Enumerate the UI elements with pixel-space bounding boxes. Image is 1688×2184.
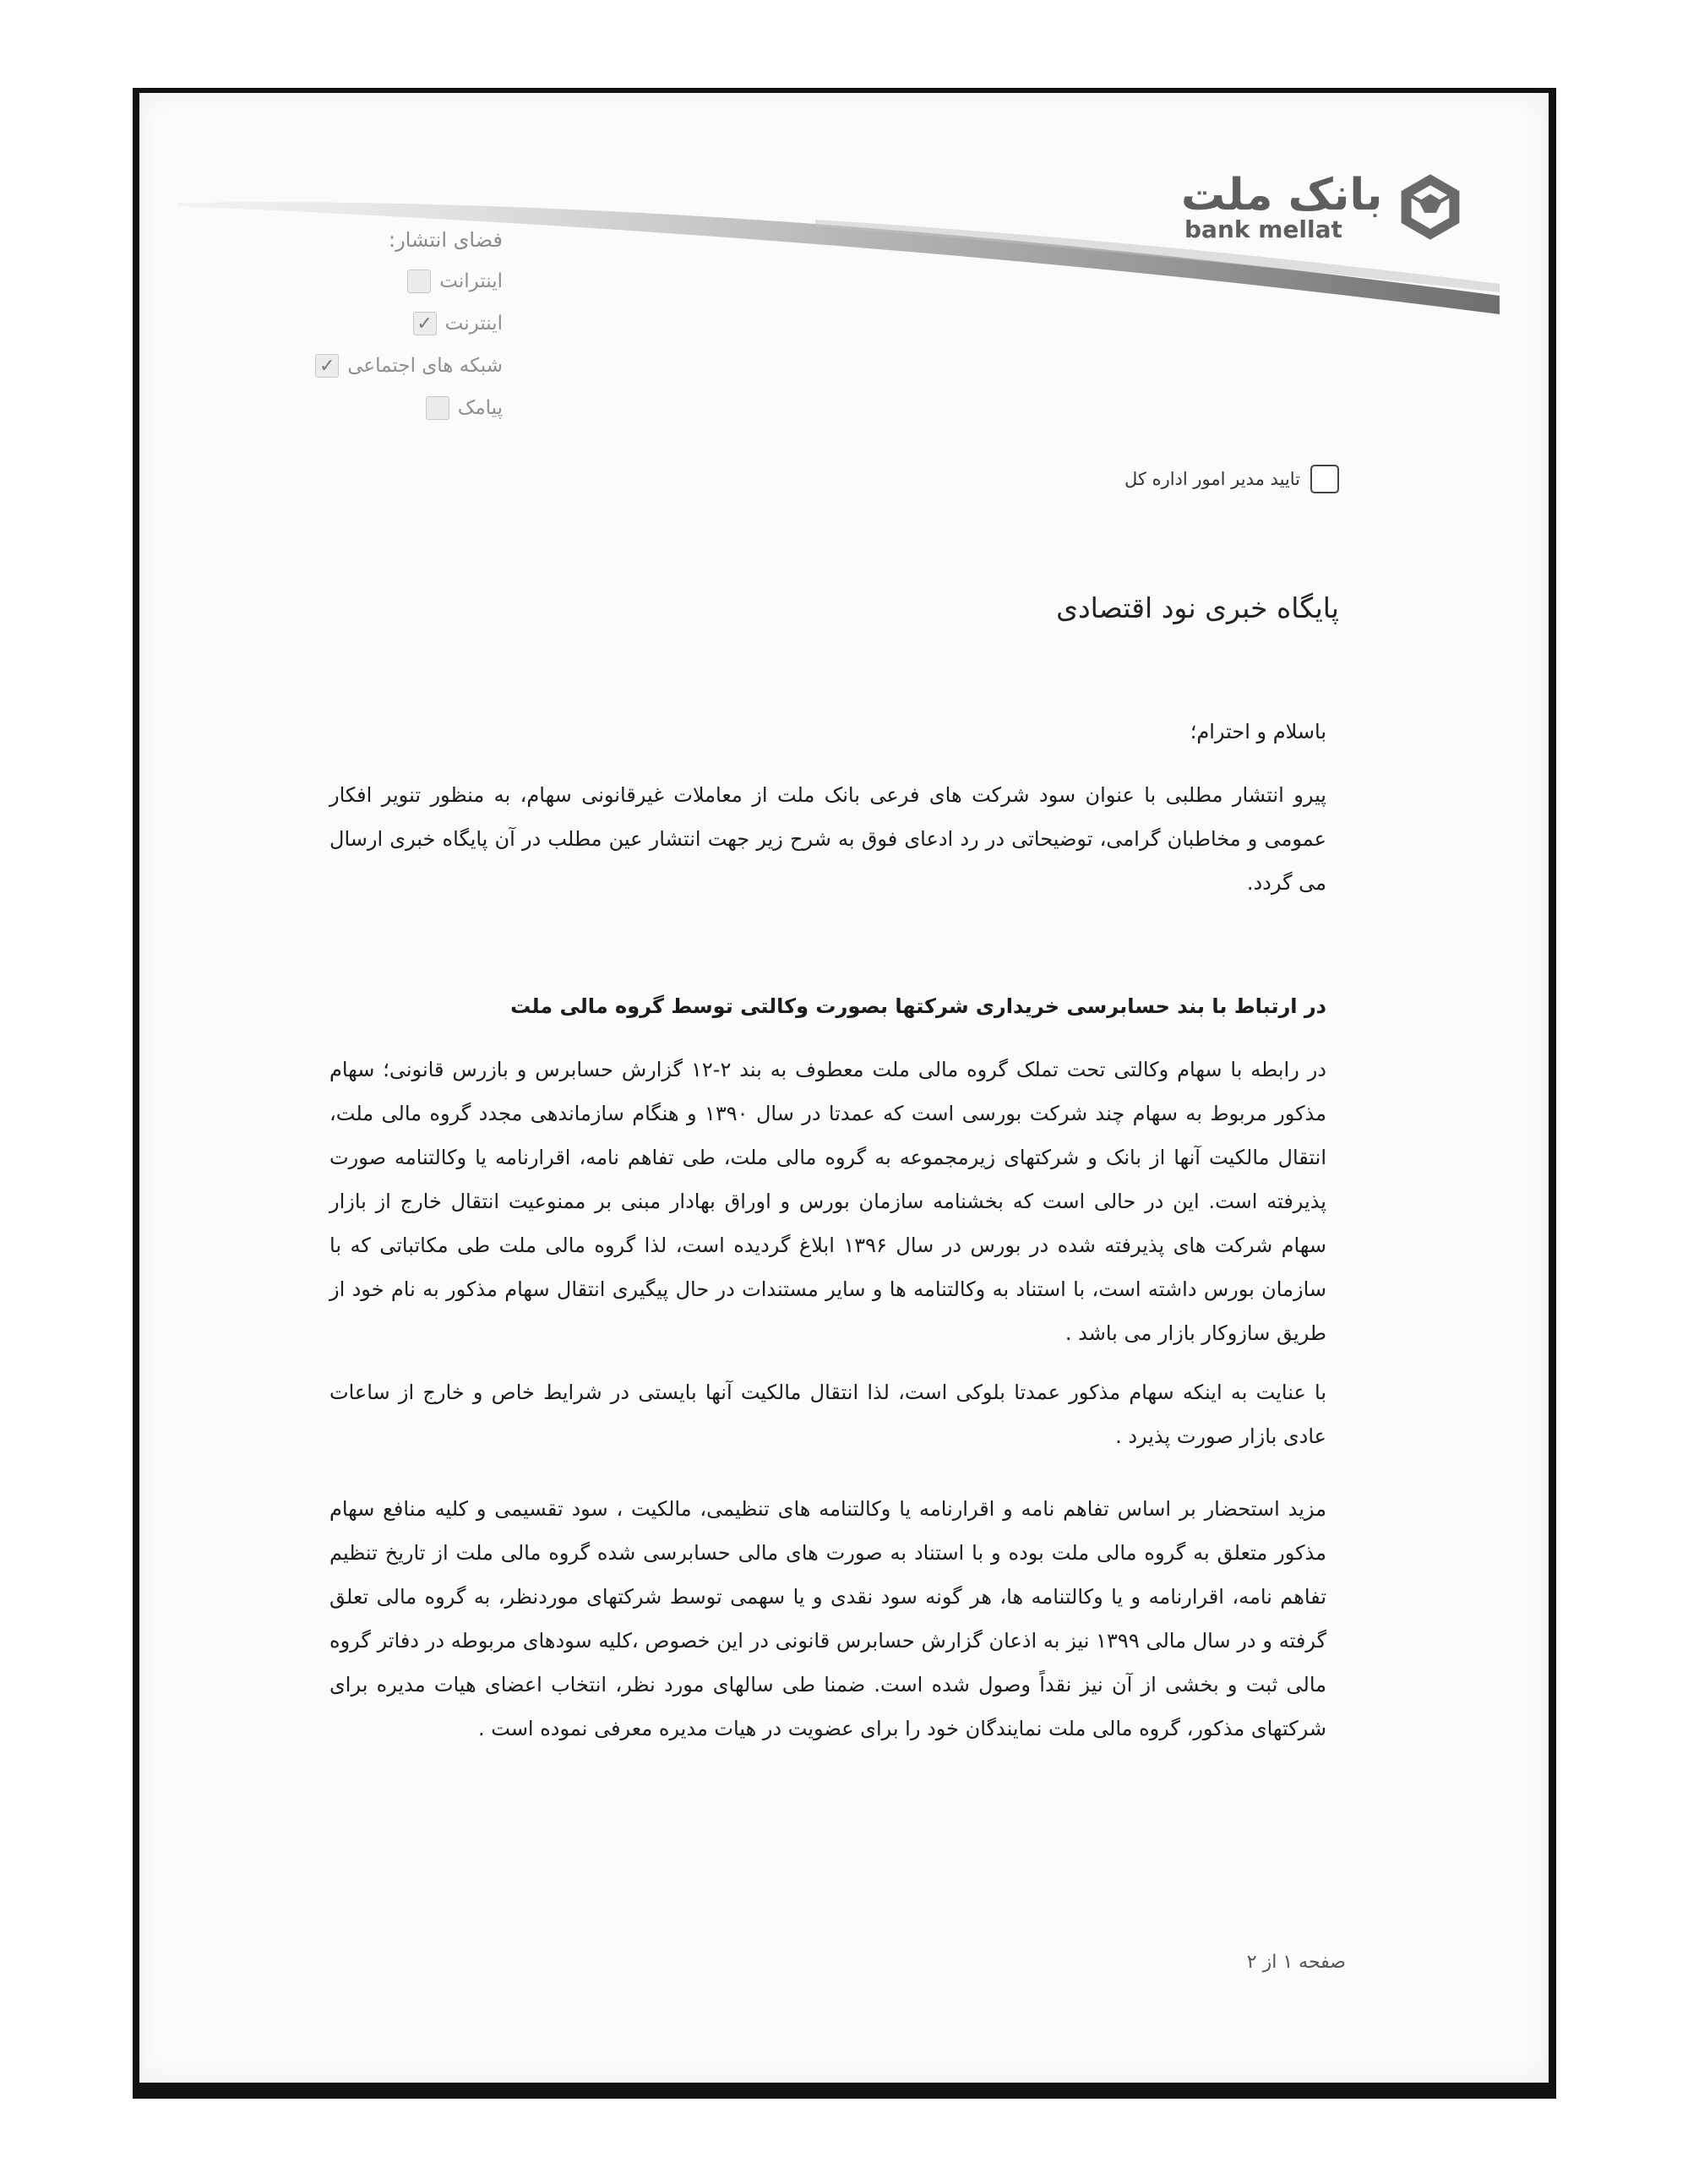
logo-name-en: bank mellat <box>1184 215 1342 244</box>
bank-mellat-emblem-icon <box>1394 171 1467 243</box>
paragraph-intro: پیرو انتشار مطلبی با عنوان سود شرکت های فرعی بانک ملت از معاملات غیرقانونی سهام، به منظور تنویر افکار عمومی و مخاطبان گرامی، توضیحاتی در رد ادعای فوق به شرح زیر جهت انتشار عین مطلب در آن پایگاه خبری ارسال می گردد. <box>329 783 1326 895</box>
checkbox-checked[interactable] <box>315 354 339 378</box>
channel-sms[interactable] <box>224 394 503 422</box>
paragraph-block-shares: با عنایت به اینکه سهام مذکور عمدتا بلوکی است، لذا انتقال مالکیت آنها بایستی در شرایط خاص و خارج از ساعات عادی بازار صورت پذیرد . <box>329 1381 1326 1448</box>
recipient-heading: پایگاه خبری نود اقتصادی <box>1056 591 1339 624</box>
approval-checkbox[interactable] <box>1310 465 1339 493</box>
paragraph-shares: در رابطه با سهام وکالتی تحت تملک گروه مالی ملت معطوف به بند ۲-۱۲ گزارش حسابرس و بازرس قانونی؛ سهام مذکور مربوط به سهام چند شرکت بورسی است که عمدتا در سال ۱۳۹۰ و هنگام سازماندهی مجدد گروه مالی ملت، انتقال مالکیت آنها از بانک و شرکتهای زیرمجموعه به گروه مالی ملت، طی تفاهم نامه، اقرارنامه یا وکالتنامه صورت پذیرفته است. این در حالی است که بخشنامه سازمان بورس و اوراق بهادار مبنی بر ممنوعیت انتقال خارج از بازار سهام شرکت های پذیرفته شده در بورس در سال ۱۳۹۶ ابلاغ گردیده است، لذا گروه مالی ملت طی مکاتباتی که با سازمان بورس داشته است، با استناد به وکالتنامه ها و سایر مستندات در حال پیگیری انتقال سهام مذکور به نام خود از طریق سازوکار بازار می باشد . <box>329 1058 1326 1345</box>
check-icon: ✓ <box>417 313 433 335</box>
channel-label: اینترنت <box>444 313 503 335</box>
bank-mellat-logo <box>1181 156 1468 258</box>
channel-label: پیامک <box>457 397 503 419</box>
checkbox-checked[interactable] <box>413 312 437 335</box>
channel-social-networks[interactable] <box>224 351 503 380</box>
check-icon: ✓ <box>319 355 335 377</box>
letter-page <box>139 93 1549 2083</box>
subject-line: در ارتباط با بند حسابرسی خریداری شرکتها بصورت وکالتی توسط گروه مالی ملت <box>510 994 1326 1018</box>
approval-label: تایید مدیر امور اداره کل <box>1124 469 1300 489</box>
checkbox[interactable] <box>407 270 431 293</box>
paragraph-ownership: مزید استحضار بر اساس تفاهم نامه و اقرارنامه یا وکالتنامه های تنظیمی، مالکیت ، سود تقسیمی و کلیه منافع سهام مذکور متعلق به گروه مالی ملت بوده و با استناد به صورت های مالی حسابرسی شده گروه مالی ملت از تاریخ تنظیم تفاهم نامه، اقرارنامه و یا وکالتنامه ها، هر گونه سود نقدی و یا سهمی توسط شرکتهای موردنظر، به گروه مالی تعلق گرفته و در سال مالی ۱۳۹۹ نیز به اذعان گزارش حسابرس قانونی در این خصوص ،کلیه سودهای مربوطه در دفاتر گروه مالی ثبت و بخشی از آن نیز نقداً وصول شده است. ضمنا طی سالهای مورد نظر، انتخاب اعضای هیات مدیره برای شرکتهای مذکور، گروه مالی ملت نمایندگان خود را برای عضویت در هیات مدیره معرفی نموده است . <box>329 1497 1326 1740</box>
page-number: صفحه ۱ از ۲ <box>1246 1952 1346 1973</box>
logo-text <box>1181 169 1383 244</box>
channel-internet[interactable] <box>224 309 503 338</box>
publication-channels <box>224 228 503 436</box>
channel-intranet[interactable] <box>224 267 503 296</box>
logo-name-fa: بانک ملت <box>1181 169 1383 221</box>
publication-title: فضای انتشار: <box>389 228 503 252</box>
greeting: باسلام و احترام؛ <box>1190 720 1326 743</box>
channel-label: اینترانت <box>439 270 503 292</box>
checkbox[interactable] <box>426 396 449 420</box>
channel-label: شبکه های اجتماعی <box>347 355 503 377</box>
manager-approval[interactable] <box>1124 465 1339 493</box>
